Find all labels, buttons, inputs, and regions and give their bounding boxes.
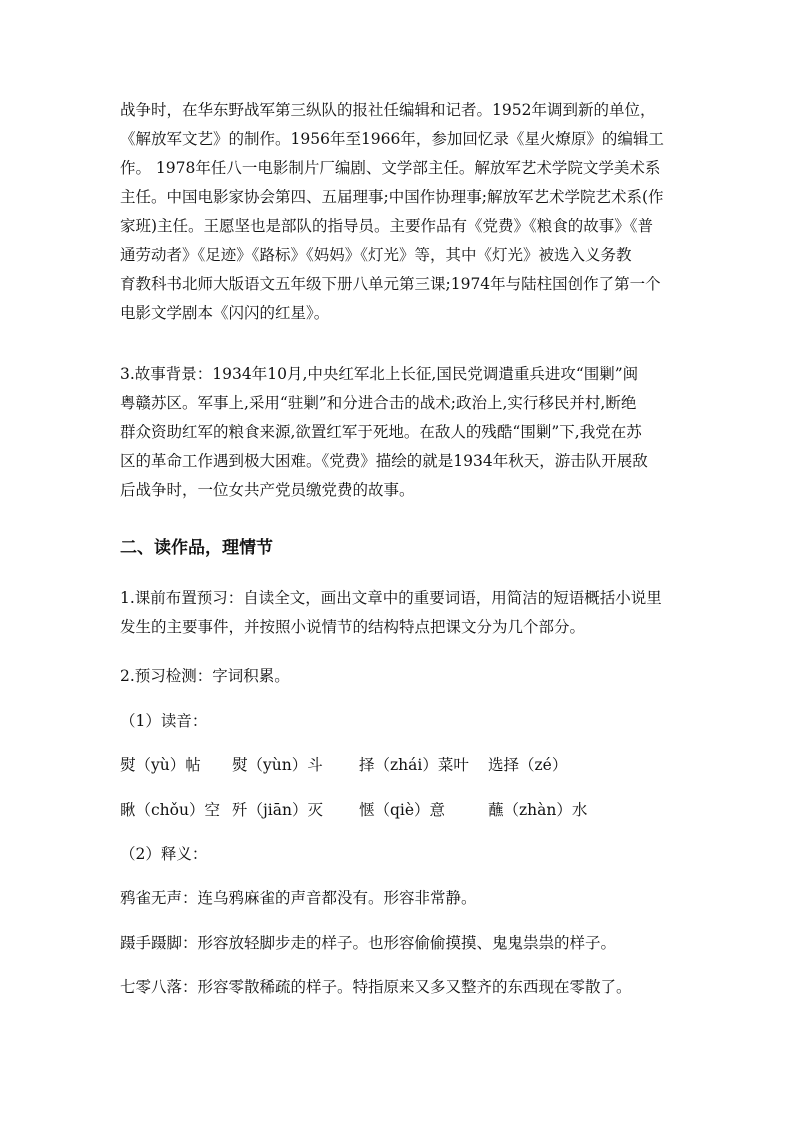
- paragraph-line: 通劳动者》《足迹》《路标》《妈妈》《灯光》等，其中《灯光》被选入义务教: [120, 246, 632, 264]
- preview-check-title: 2.预习检测：字词积累。: [120, 667, 290, 685]
- paragraph-line: 战争时，在华东野战军第三纵队的报社任编辑和记者。1952年调到新的单位，: [120, 101, 656, 119]
- paragraph-line: 主任。中国电影家协会第四、五届理事;中国作协理事;解放军艺术学院艺术系(作: [120, 188, 664, 206]
- paragraph-line: 电影文学剧本《闪闪的红星》。: [120, 304, 330, 322]
- definition-item: 蹑手蹑脚：形容放轻脚步走的样子。也形容偷偷摸摸、鬼鬼祟祟的样子。: [120, 934, 617, 952]
- paragraph-line: 作。 1978年任八一电影制片厂编剧、文学部主任。解放军艺术学院文学美术系: [120, 159, 661, 177]
- pronunciation-item: 歼（jiān）灭: [232, 801, 323, 819]
- paragraph-line: 育教科书北师大版语文五年级下册八单元第三课;1974年与陆柱国创作了第一个: [120, 275, 661, 293]
- preview-task-paragraph: [120, 584, 680, 642]
- definition-item: 七零八落：形容零散稀疏的样子。特指原来又多又整齐的东西现在零散了。: [120, 978, 632, 996]
- pronunciation-item: 熨（yùn）斗: [232, 756, 323, 774]
- author-bio-paragraph: [120, 96, 680, 328]
- pronunciation-item: 择（zhái）菜叶: [359, 756, 469, 774]
- paragraph-line: 粤赣苏区。军事上,采用“驻剿”和分进合击的战术;政治上,实行移民并村,断绝: [120, 394, 637, 412]
- pronunciation-item: 选择（zé）: [488, 756, 568, 774]
- pronunciation-subtitle: （1）读音：: [120, 712, 208, 730]
- pronunciation-row: [120, 798, 680, 822]
- pronunciation-row: [120, 753, 680, 777]
- definition-subtitle: （2）释义：: [120, 845, 208, 863]
- paragraph-line: 区的革命工作遇到极大困难。《党费》描绘的就是1934年秋天，游击队开展敌: [120, 452, 648, 470]
- pronunciation-item: 瞅（chǒu）空: [120, 801, 220, 819]
- paragraph-line: 群众资助红军的粮食来源,欲置红军于死地。在敌人的残酷“围剿”下,我党在苏: [120, 423, 642, 441]
- paragraph-line: 家班)主任。王愿坚也是部队的指导员。主要作品有《党费》《粮食的故事》《普: [120, 217, 654, 235]
- pronunciation-item: 熨（yù）帖: [120, 756, 201, 774]
- paragraph-line: 1.课前布置预习：自读全文，画出文章中的重要词语，用简洁的短语概括小说里: [120, 589, 662, 607]
- section-heading: 二、读作品，理情节: [120, 538, 273, 558]
- paragraph-line: 《解放军文艺》的制作。1956年至1966年，参加回忆录《星火燎原》的编辑工: [120, 130, 664, 148]
- paragraph-line: 3.故事背景：1934年10月,中央红军北上长征,国民党调遣重兵进攻“围剿”闽: [120, 365, 639, 383]
- story-background-paragraph: [120, 360, 680, 505]
- definition-item: 鸦雀无声：连乌鸦麻雀的声音都没有。形容非常静。: [120, 889, 477, 907]
- paragraph-line: 后战争时，一位女共产党员缴党费的故事。: [120, 481, 415, 499]
- paragraph-line: 发生的主要事件，并按照小说情节的结构特点把课文分为几个部分。: [120, 618, 586, 636]
- pronunciation-item: 惬（qiè）意: [359, 801, 446, 819]
- pronunciation-item: 蘸（zhàn）水: [488, 801, 588, 819]
